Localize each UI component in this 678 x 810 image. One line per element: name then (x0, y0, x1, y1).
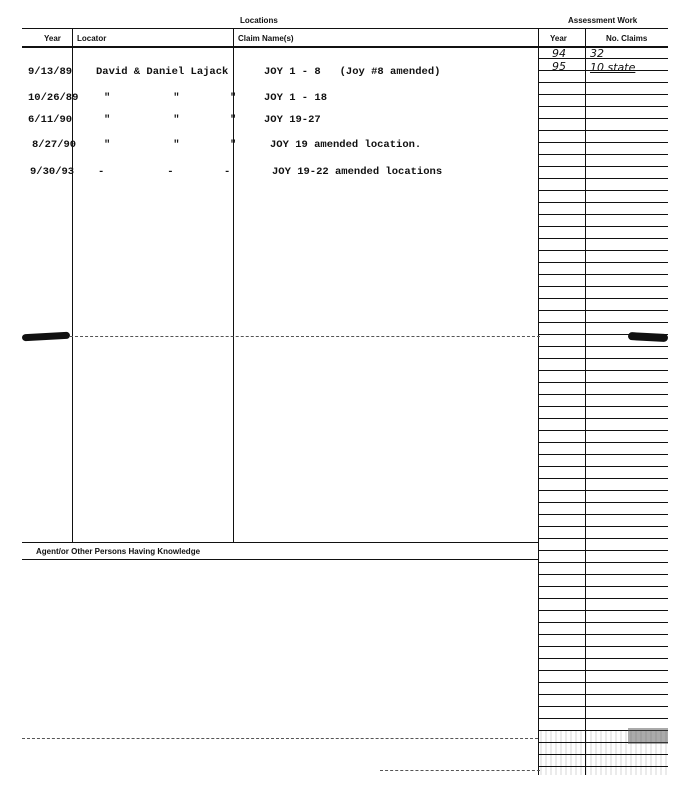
agent-section-label: Agent/or Other Persons Having Knowledge (36, 547, 201, 556)
assessment-ruled-line (538, 670, 668, 671)
locations-header: Locations (240, 16, 278, 25)
no-claims-column-header: No. Claims (606, 34, 648, 43)
assessment-ruled-line (538, 130, 668, 131)
entry-year: 9/30/93 (30, 166, 75, 178)
year-locator-divider (72, 28, 73, 543)
assessment-ruled-line (538, 478, 668, 479)
agent-section-top-rule (22, 542, 538, 543)
assessment-ruled-line (538, 250, 668, 251)
assessment-ruled-line (538, 526, 668, 527)
assessment-ruled-line (538, 682, 668, 683)
assessment-ruled-line (538, 514, 668, 515)
assessment-ruled-line (538, 322, 668, 323)
bottom-dashed-line-1 (22, 738, 538, 739)
assessment-ruled-line (538, 346, 668, 347)
assessment-ruled-line (538, 238, 668, 239)
assessment-ruled-line (538, 166, 668, 167)
assessment-ruled-line (538, 622, 668, 623)
assessment-ruled-line (538, 598, 668, 599)
assessment-ruled-line (538, 226, 668, 227)
assessment-ruled-line (538, 694, 668, 695)
fold-mark-left (22, 332, 70, 342)
assessment-ruled-line (538, 154, 668, 155)
entry-year: 9/13/89 (28, 66, 73, 78)
assessment-ruled-line (538, 358, 668, 359)
assessment-ruled-line (538, 202, 668, 203)
assessment-ruled-line (538, 634, 668, 635)
assessment-ruled-line (538, 538, 668, 539)
assessment-year-claims-divider (585, 28, 586, 775)
assessment-ruled-line (538, 262, 668, 263)
assessment-ruled-line (538, 190, 668, 191)
assessment-ruled-line (538, 82, 668, 83)
assessment-ruled-line (538, 214, 668, 215)
assessment-ruled-line (538, 106, 668, 107)
assessment-ruled-line (538, 418, 668, 419)
assessment-claims: 32 (590, 47, 604, 60)
entry-locator: " " " (104, 139, 237, 151)
entry-locator: " " " (104, 92, 237, 104)
entry-year: 6/11/90 (28, 114, 73, 126)
assessment-work-header: Assessment Work (568, 16, 638, 25)
bottom-dashed-line-2 (380, 770, 540, 771)
entry-year: 8/27/90 (32, 139, 77, 151)
entry-claim: JOY 19 amended location. (270, 139, 422, 151)
assessment-claims: 10 state (590, 61, 636, 74)
entry-claim: JOY 1 - 18 (264, 92, 328, 104)
assessment-ruled-line (538, 178, 668, 179)
entry-claim: JOY 1 - 8 (Joy #8 amended) (264, 66, 441, 78)
year-column-header: Year (44, 34, 61, 43)
assessment-ruled-line (538, 118, 668, 119)
assessment-ruled-line (538, 142, 668, 143)
claim-names-column-header: Claim Name(s) (238, 34, 294, 43)
entry-claim: JOY 19-22 amended locations (272, 166, 443, 178)
assessment-ruled-line (538, 574, 668, 575)
assessment-year: 94 (552, 47, 566, 60)
assessment-ruled-line (538, 610, 668, 611)
assessment-ruled-line (538, 334, 668, 335)
scan-noise-dark (628, 728, 668, 744)
entry-locator: - - - (98, 166, 231, 178)
assessment-ruled-line (538, 310, 668, 311)
assessment-ruled-line (538, 298, 668, 299)
claims-assessment-divider (538, 28, 539, 775)
assessment-ruled-line (538, 274, 668, 275)
assessment-ruled-line (538, 706, 668, 707)
assessment-ruled-line (538, 370, 668, 371)
header-bottom-rule (22, 46, 668, 48)
assessment-ruled-line (538, 454, 668, 455)
assessment-year-column-header: Year (550, 34, 567, 43)
entry-year: 10/26/89 (28, 92, 79, 104)
fold-line (70, 336, 540, 337)
assessment-ruled-line (538, 406, 668, 407)
assessment-ruled-line (538, 442, 668, 443)
assessment-ruled-line (538, 430, 668, 431)
assessment-ruled-line (538, 562, 668, 563)
assessment-ruled-line (538, 394, 668, 395)
assessment-ruled-line (538, 502, 668, 503)
assessment-ruled-line (538, 658, 668, 659)
header-top-rule (22, 28, 668, 29)
entry-claim: JOY 19-27 (264, 114, 321, 126)
entry-locator: " " " (104, 114, 237, 126)
locator-claim-divider (233, 28, 234, 543)
assessment-ruled-line (538, 718, 668, 719)
entry-locator: David & Daniel Lajack (96, 66, 229, 78)
assessment-ruled-line (538, 382, 668, 383)
assessment-ruled-line (538, 646, 668, 647)
assessment-ruled-line (538, 586, 668, 587)
agent-section-bottom-rule (22, 559, 538, 560)
assessment-year: 95 (552, 60, 566, 73)
assessment-ruled-line (538, 466, 668, 467)
assessment-ruled-line (538, 490, 668, 491)
assessment-ruled-line (538, 550, 668, 551)
locator-column-header: Locator (77, 34, 107, 43)
assessment-ruled-line (538, 286, 668, 287)
assessment-ruled-line (538, 94, 668, 95)
